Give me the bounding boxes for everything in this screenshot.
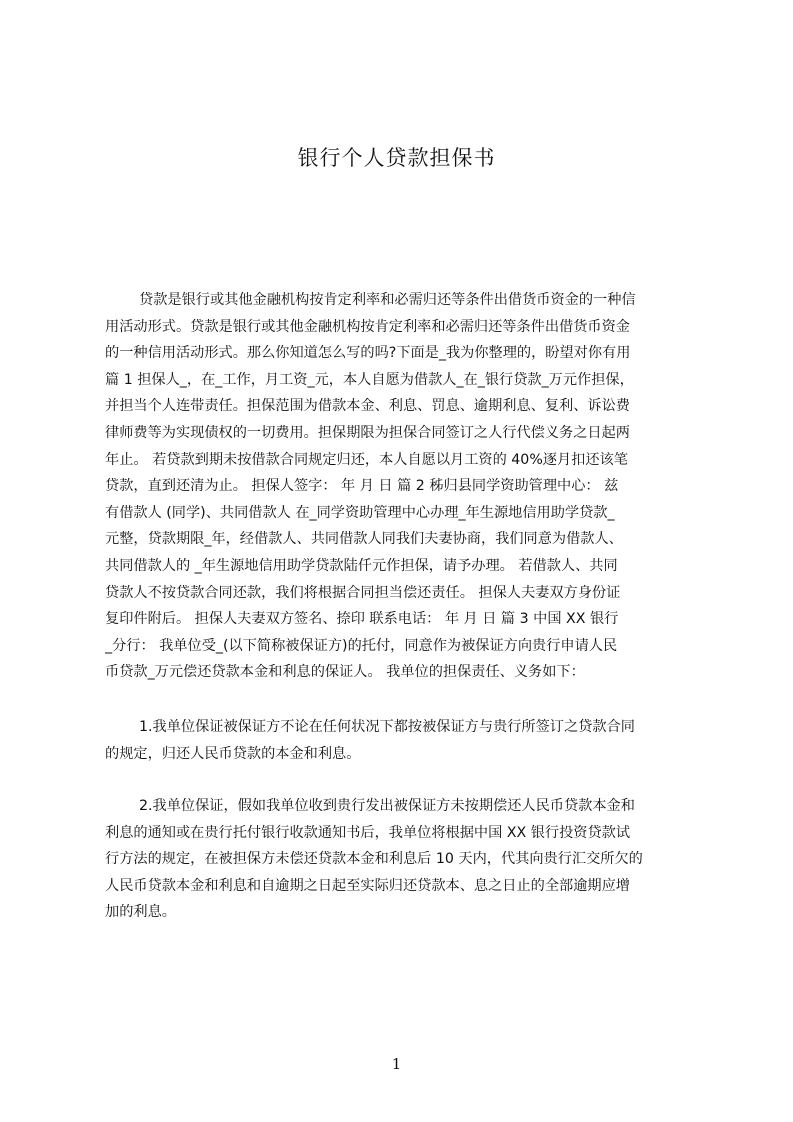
paragraph-line: 贷款人不按贷款合同还款，我们将根据合同担当偿还责任。 担保人夫妻双方身份证 <box>105 584 621 601</box>
paragraph-intro <box>105 287 697 686</box>
paragraph-line: 行方法的规定，在被担保方未偿还贷款本金和利息后 10 天内，代其向贵行汇交所欠的 <box>105 851 643 868</box>
paragraph-line: 用活动形式。贷款是银行或其他金融机构按肯定利率和必需归还等条件出借货币资金 <box>105 318 630 335</box>
paragraph-line: 共同借款人的 _年生源地信用助学贷款陆仟元作担保，请予办理。 若借款人、共同 <box>105 557 618 574</box>
paragraph-line: 加的利息。 <box>105 904 176 921</box>
paragraph-line: 篇 1 担保人_，在_工作，月工资_元，本人自愿为借款人_在_银行贷款_万元作担保， <box>105 371 634 388</box>
paragraph-line: 的规定，归还人民币贷款的本金和利息。 <box>105 745 361 762</box>
paragraph-line: 元整，贷款期限_年，经借款人、共同借款人同我们夫妻协商，我们同意为借款人、 <box>105 531 623 548</box>
paragraph-line: 1.我单位保证被保证方不论在任何状况下都按被保证方与贵行所签订之贷款合同 <box>139 719 635 735</box>
paragraph-line: 律师费等为实现债权的一切费用。担保期限为担保合同签订之人行代偿义务之日起两 <box>105 424 630 441</box>
paragraph-line: 币贷款_万元偿还贷款本金和利息的保证人。 我单位的担保责任、义务如下： <box>105 664 585 681</box>
paragraph-line: 复印件附后。 担保人夫妻双方签名、捺印 联系电话： 年 月 日 篇 3 中国 XX 银行 <box>105 611 619 628</box>
paragraph-line: 的一种信用活动形式。那么你知道怎么写的吗?下面是_我为你整理的，盼望对你有用 <box>105 345 631 362</box>
paragraph-line: 贷款，直到还清为止。 担保人签字： 年 月 日 篇 2 秭归县同学资助管理中心： 兹 <box>105 478 619 495</box>
paragraph-line: 2.我单位保证，假如我单位收到贵行发出被保证方未按期偿还人民币贷款本金和 <box>139 798 635 814</box>
paragraph-line: _分行： 我单位受_(以下简称被保证方)的托付，同意作为被保证方向贵行申请人民 <box>105 637 618 654</box>
paragraph-line: 并担当个人连带责任。担保范围为借款本金、利息、罚息、逾期利息、复利、诉讼费 <box>105 398 630 415</box>
paragraph-line: 利息的通知或在贵行托付银行收款通知书后，我单位将根据中国 XX 银行投资贷款试 <box>105 824 631 841</box>
paragraph-line: 年止。 若贷款到期未按借款合同规定归还，本人自愿以月工资的 40%逐月扣还该笔 <box>105 451 628 468</box>
paragraph-line: 贷款是银行或其他金融机构按肯定利率和必需归还等条件出借货币资金的一种信 <box>139 292 636 308</box>
paragraph-clause-2 <box>105 793 697 926</box>
document-title: 银行个人贷款担保书 <box>297 146 496 170</box>
paragraph-line: 有借款人 (同学)、共同借款人 在_同学资助管理中心办理_年生源地信用助学贷款_ <box>105 504 615 521</box>
paragraph-line: 人民币贷款本金和利息和自逾期之日起至实际归还贷款本、息之日止的全部逾期应增 <box>105 877 630 894</box>
page-number: 1 <box>391 1055 402 1073</box>
paragraph-clause-1 <box>105 714 697 767</box>
